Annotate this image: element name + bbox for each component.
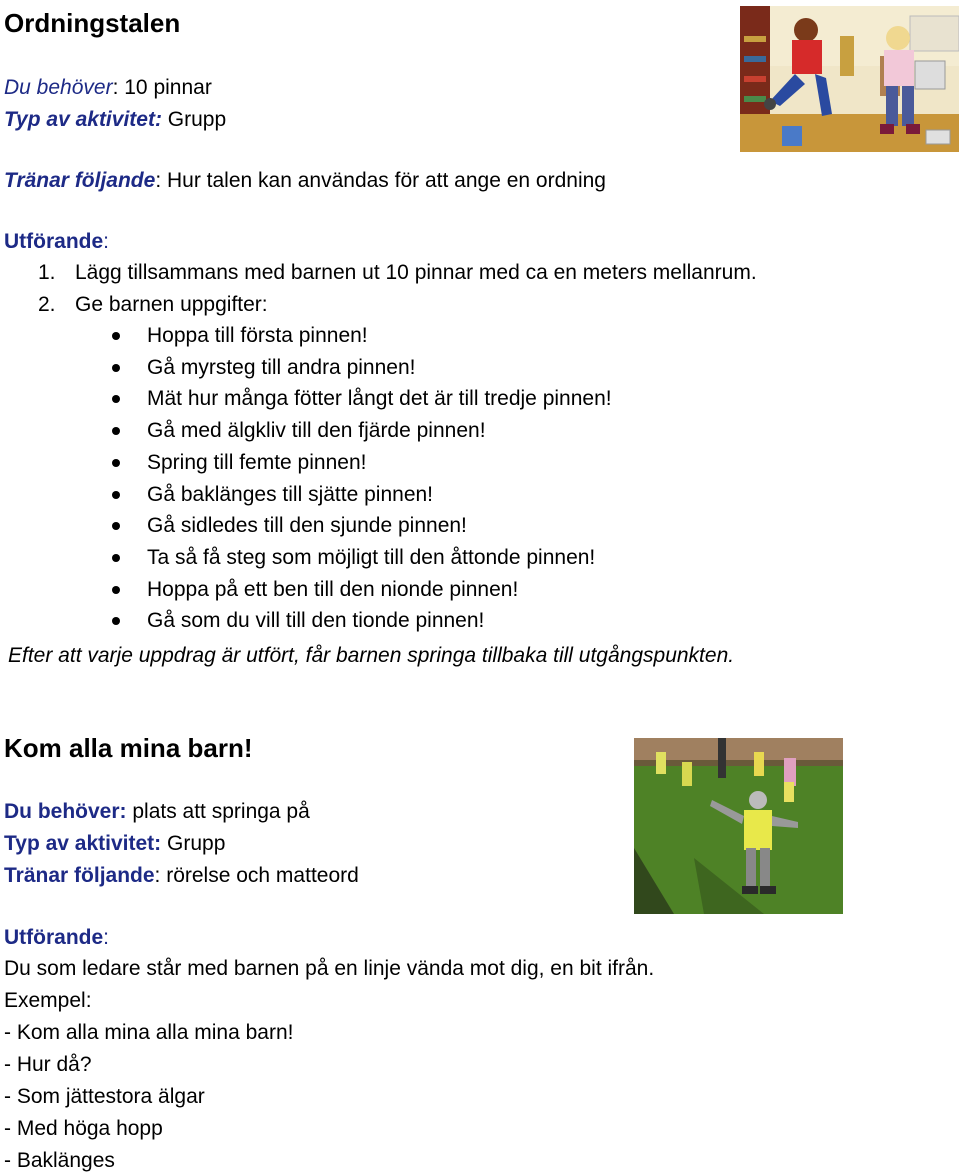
section2-procedure-colon: : bbox=[103, 926, 110, 949]
section1-procedure bbox=[4, 230, 109, 254]
step-number-1: 1. bbox=[38, 261, 56, 284]
section1-trains-label: Tränar följande bbox=[4, 169, 156, 192]
bullet-dot-icon bbox=[112, 332, 120, 340]
section2-procedure bbox=[4, 926, 109, 950]
section1-needs-value: : 10 pinnar bbox=[112, 76, 212, 99]
bullet-dot-icon bbox=[112, 522, 120, 530]
dialogue-line-1: - Kom alla mina alla mina barn! bbox=[4, 1021, 294, 1044]
bullet-dot-icon bbox=[112, 395, 120, 403]
bullet-dot-icon bbox=[112, 427, 120, 435]
section1-needs bbox=[4, 76, 212, 100]
dialogue-line-4: - Med höga hopp bbox=[4, 1117, 163, 1140]
task-item: Gå baklänges till sjätte pinnen! bbox=[147, 483, 434, 506]
section2-example-label: Exempel: bbox=[4, 989, 92, 1012]
section1-procedure-label: Utförande bbox=[4, 230, 104, 253]
bullet-dot-icon bbox=[112, 554, 120, 562]
section2-trains-value: : rörelse och matteord bbox=[154, 864, 359, 887]
step-text-2: Ge barnen uppgifter: bbox=[75, 293, 268, 316]
task-item: Hoppa på ett ben till den nionde pinnen! bbox=[147, 578, 519, 601]
bullet-dot-icon bbox=[112, 586, 120, 594]
task-item: Spring till femte pinnen! bbox=[147, 451, 367, 474]
section1-note: Efter att varje uppdrag är utfört, får barnen springa tillbaka till utgångspunkten. bbox=[8, 644, 735, 667]
dialogue-line-2: - Hur då? bbox=[4, 1053, 92, 1076]
section2-intro: Du som ledare står med barnen på en linje vända mot dig, en bit ifrån. bbox=[4, 957, 655, 980]
section1-type-value: Grupp bbox=[161, 108, 227, 131]
section2-needs bbox=[4, 800, 310, 824]
step-text-1: Lägg tillsammans med barnen ut 10 pinnar med ca en meters mellanrum. bbox=[75, 261, 757, 284]
section2-trains bbox=[4, 864, 359, 888]
task-item: Gå sidledes till den sjunde pinnen! bbox=[147, 514, 467, 537]
task-item: Mät hur många fötter långt det är till tredje pinnen! bbox=[147, 387, 612, 410]
section2-procedure-label: Utförande bbox=[4, 926, 104, 949]
section2-type-label: Typ av aktivitet: bbox=[4, 832, 162, 855]
bullet-dot-icon bbox=[112, 364, 120, 372]
kids-jumping-photo bbox=[740, 6, 959, 152]
section2-trains-label: Tränar följande bbox=[4, 864, 155, 887]
task-item: Gå som du vill till den tionde pinnen! bbox=[147, 609, 485, 632]
task-item: Gå myrsteg till andra pinnen! bbox=[147, 356, 416, 379]
task-item: Ta så få steg som möjligt till den åttonde pinnen! bbox=[147, 546, 596, 569]
section2-needs-value: plats att springa på bbox=[126, 800, 310, 823]
section1-type-label: Typ av aktivitet: bbox=[4, 108, 162, 131]
section2-type-value: Grupp bbox=[161, 832, 226, 855]
step-number-2: 2. bbox=[38, 293, 56, 316]
section1-trains-value: : Hur talen kan användas för att ange en ordning bbox=[155, 169, 606, 192]
section1-needs-label: Du behöver bbox=[4, 76, 113, 99]
section1-type bbox=[4, 108, 226, 132]
dialogue-line-5: - Baklänges bbox=[4, 1149, 115, 1172]
kids-on-grass-photo bbox=[634, 738, 843, 914]
section1-title: Ordningstalen bbox=[4, 8, 181, 38]
bullet-dot-icon bbox=[112, 459, 120, 467]
section1-procedure-colon: : bbox=[103, 230, 110, 253]
section2-needs-label: Du behöver: bbox=[4, 800, 127, 823]
section1-trains bbox=[4, 169, 606, 193]
section2-type bbox=[4, 832, 225, 856]
section2-title: Kom alla mina barn! bbox=[4, 733, 253, 763]
bullet-dot-icon bbox=[112, 491, 120, 499]
bullet-dot-icon bbox=[112, 617, 120, 625]
task-item: Gå med älgkliv till den fjärde pinnen! bbox=[147, 419, 486, 442]
task-item: Hoppa till första pinnen! bbox=[147, 324, 368, 347]
dialogue-line-3: - Som jättestora älgar bbox=[4, 1085, 205, 1108]
